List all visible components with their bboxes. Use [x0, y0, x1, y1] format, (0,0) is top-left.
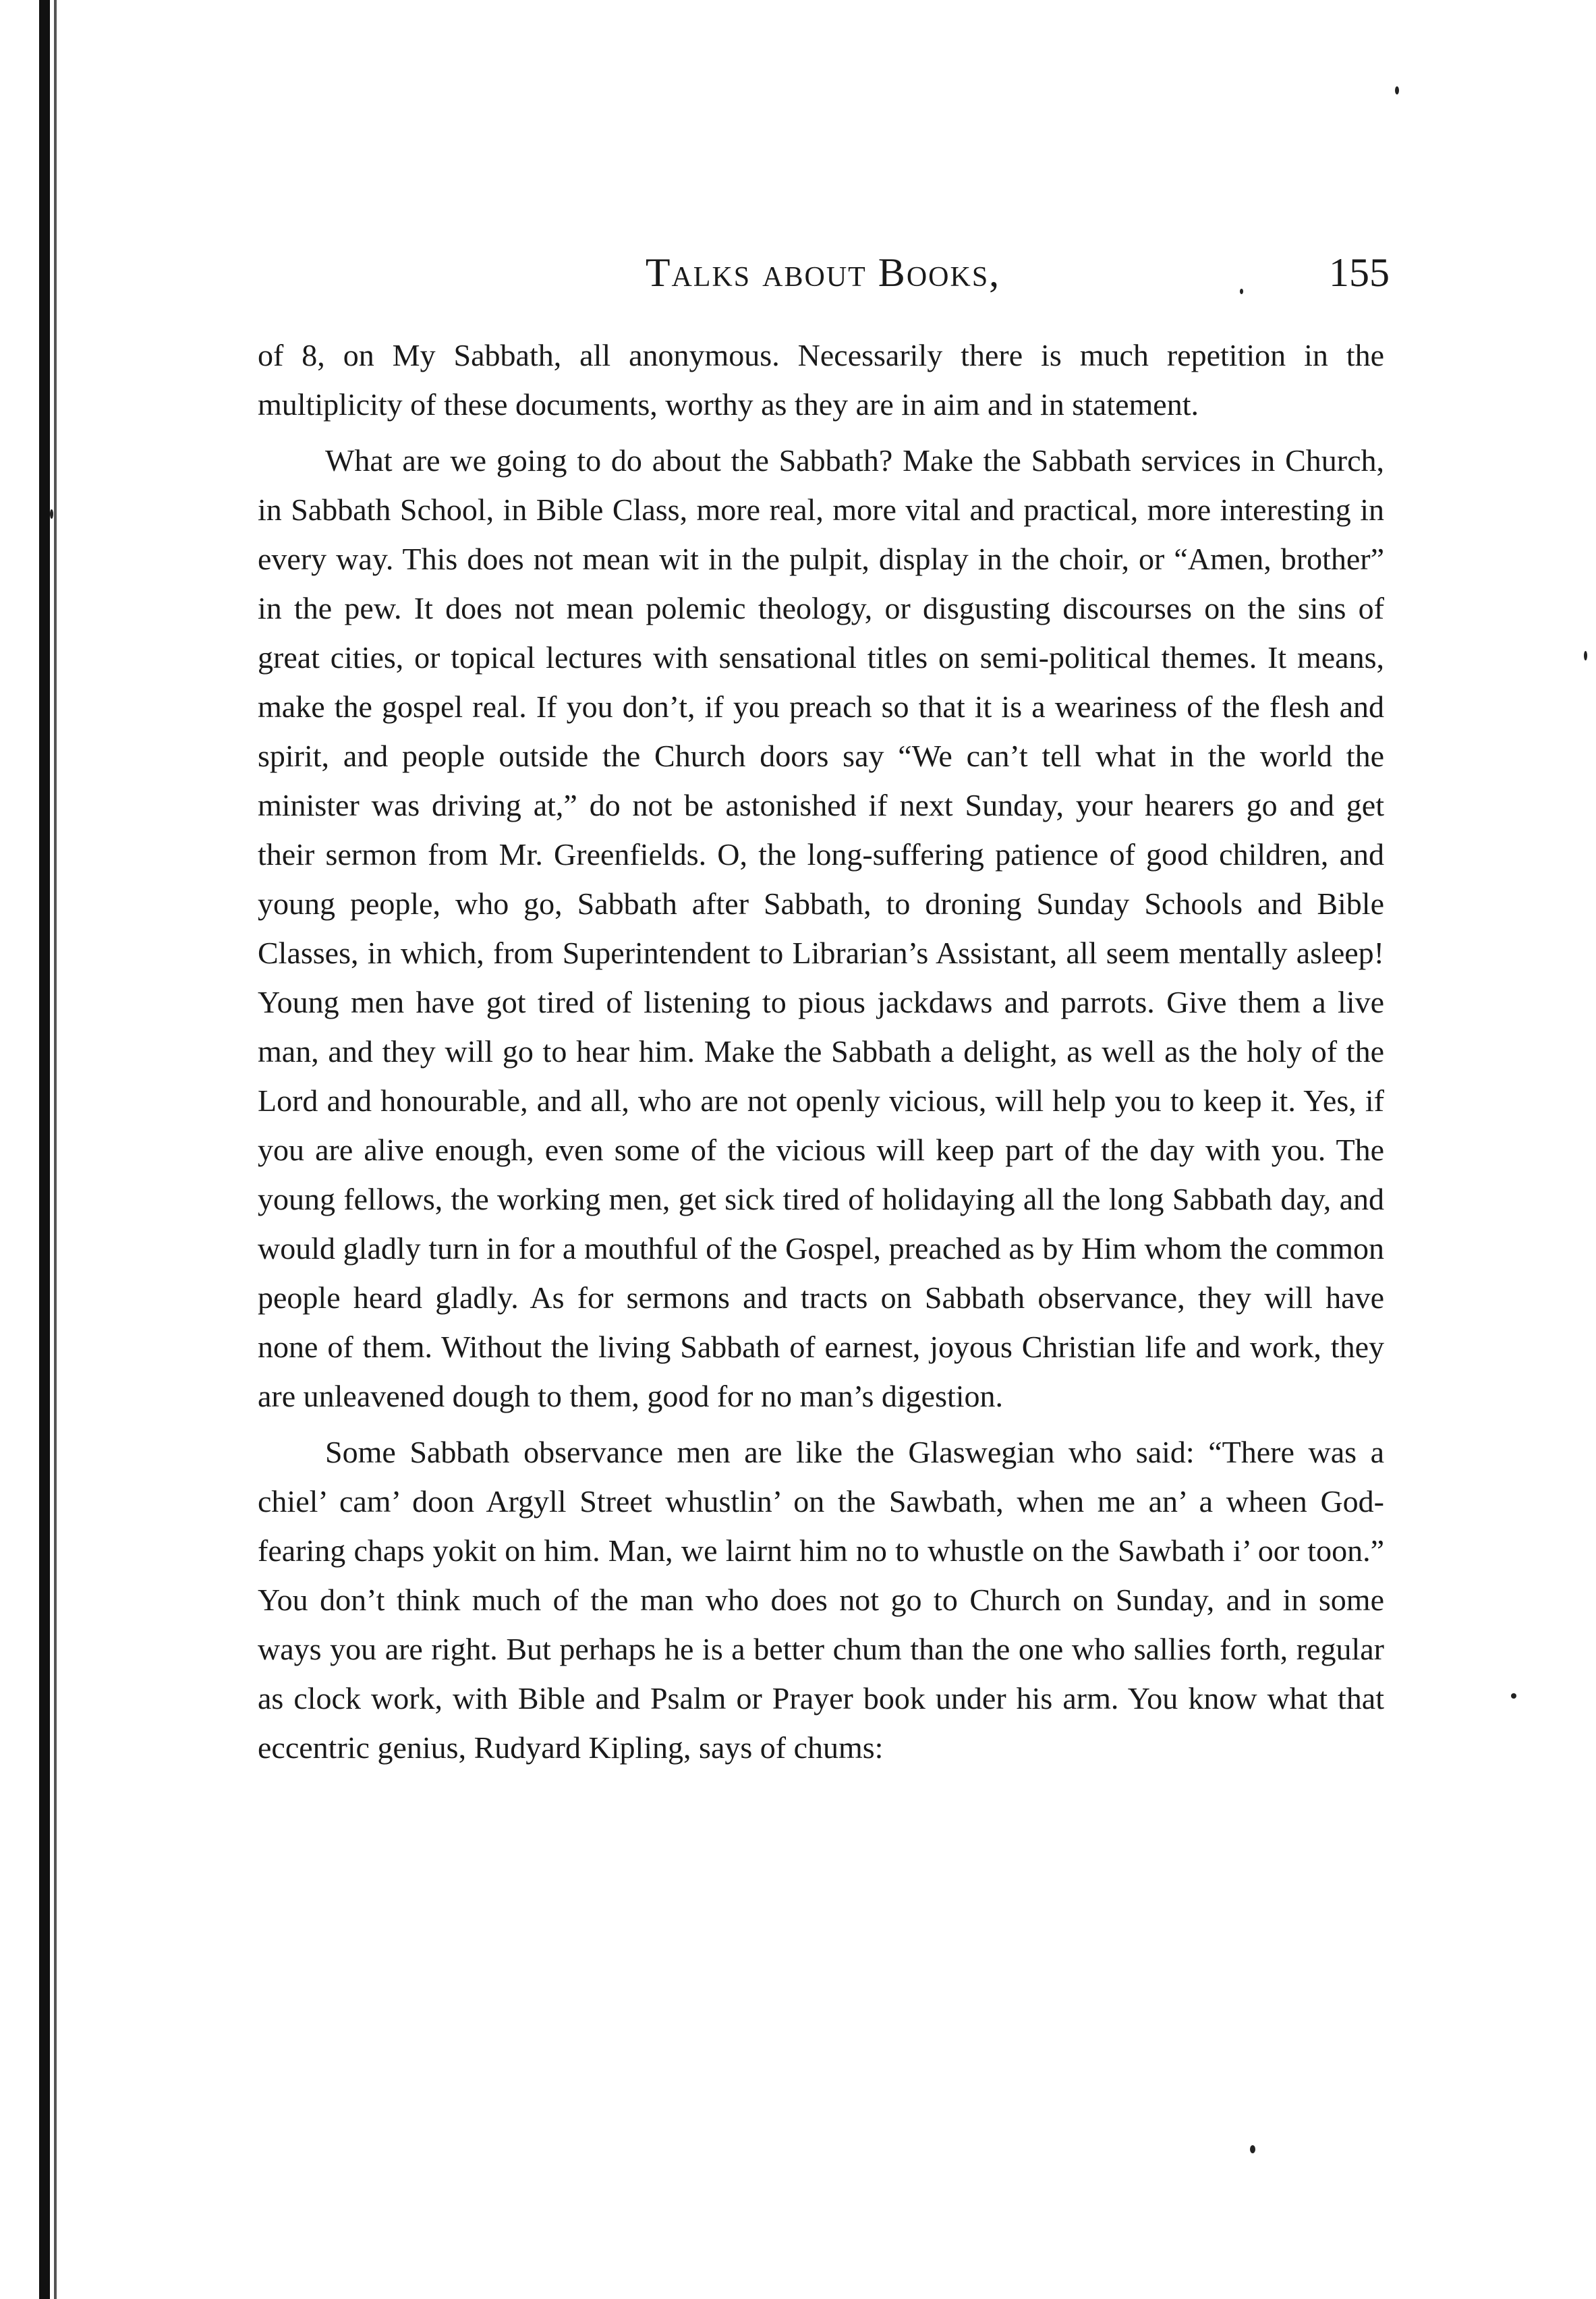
paragraph: Some Sabbath observance men are like the Glaswegian who said: “There was a chiel’ cam’ doon Argyll Street whustlin’ on the Sawbath, when me an’ a wheen God-fearing chaps yokit on him. Man, we lairnt him no to whustle on the Sawbath i’ oor toon.” You don’t think much of the man who does not go to Church on Sunday, and in some ways you are right. But perhaps he is a better chum than the one who sallies forth, regular as clock work, with Bible and Psalm or Prayer book under his arm. You know what that eccentric genius, Rudyard Kipling, says of chums:	[258, 1435, 1384, 1765]
page-binding-shadow	[39, 0, 50, 2299]
scan-speck	[1250, 2145, 1255, 2153]
scan-speck	[50, 509, 53, 519]
paragraph: What are we going to do about the Sabbath? Make the Sabbath services in Church, in Sabbath School, in Bible Class, more real, more vital and practical, more interesting in every way. This does not mean wit in the pulpit, display in the choir, or “Amen, brother” in the pew. It does not mean polemic theology, or disgusting discourses on the sins of great cities, or topical lectures with sensational titles on semi-political themes. It means, make the gospel real. If you don’t, if you preach so that it is a weariness of the flesh and spirit, and people outside the Church doors say “We can’t tell what in the world the minister was driving at,” do not be astonished if next Sunday, your hearers go and get their sermon from Mr. Greenfields. O, the long-suffering patience of good children, and young people, who go, Sabbath after Sabbath, to droning Sunday Schools and Bible Classes, in which, from Superintendent to Librarian’s Assistant, all seem mentally asleep! Young men have got tired of listening to pious jackdaws and parrots. Give them a live man, and they will go to hear him. Make the Sabbath a delight, as well as the holy of the Lord and honourable, and all, who are not openly vicious, will help you to keep it. Yes, if you are alive enough, even some of the vicious will keep part of the day with you. The young fellows, the working men, get sick tired of holidaying all the long Sabbath day, and would gladly turn in for a mouthful of the Gospel, preached as by Him whom the common people heard gladly. As for sermons and tracts on Sabbath observance, they will have none of them. Without the living Sabbath of earnest, joyous Christian life and work, they are unleavened dough to them, good for no man’s digestion.	[258, 443, 1384, 1413]
running-title: Talks about Books,	[645, 250, 1001, 295]
scan-speck	[1511, 1693, 1516, 1699]
scan-speck	[1584, 651, 1587, 660]
body-text	[258, 331, 1384, 1779]
paragraph: of 8, on My Sabbath, all anonymous. Necessarily there is much repetition in the multiplicity of these documents, worthy as they are in aim and in statement.	[258, 338, 1384, 422]
page-binding-shadow-inner	[54, 0, 57, 2299]
page-number: 155	[1329, 250, 1390, 295]
running-head	[256, 250, 1390, 304]
scan-speck	[1395, 86, 1399, 94]
